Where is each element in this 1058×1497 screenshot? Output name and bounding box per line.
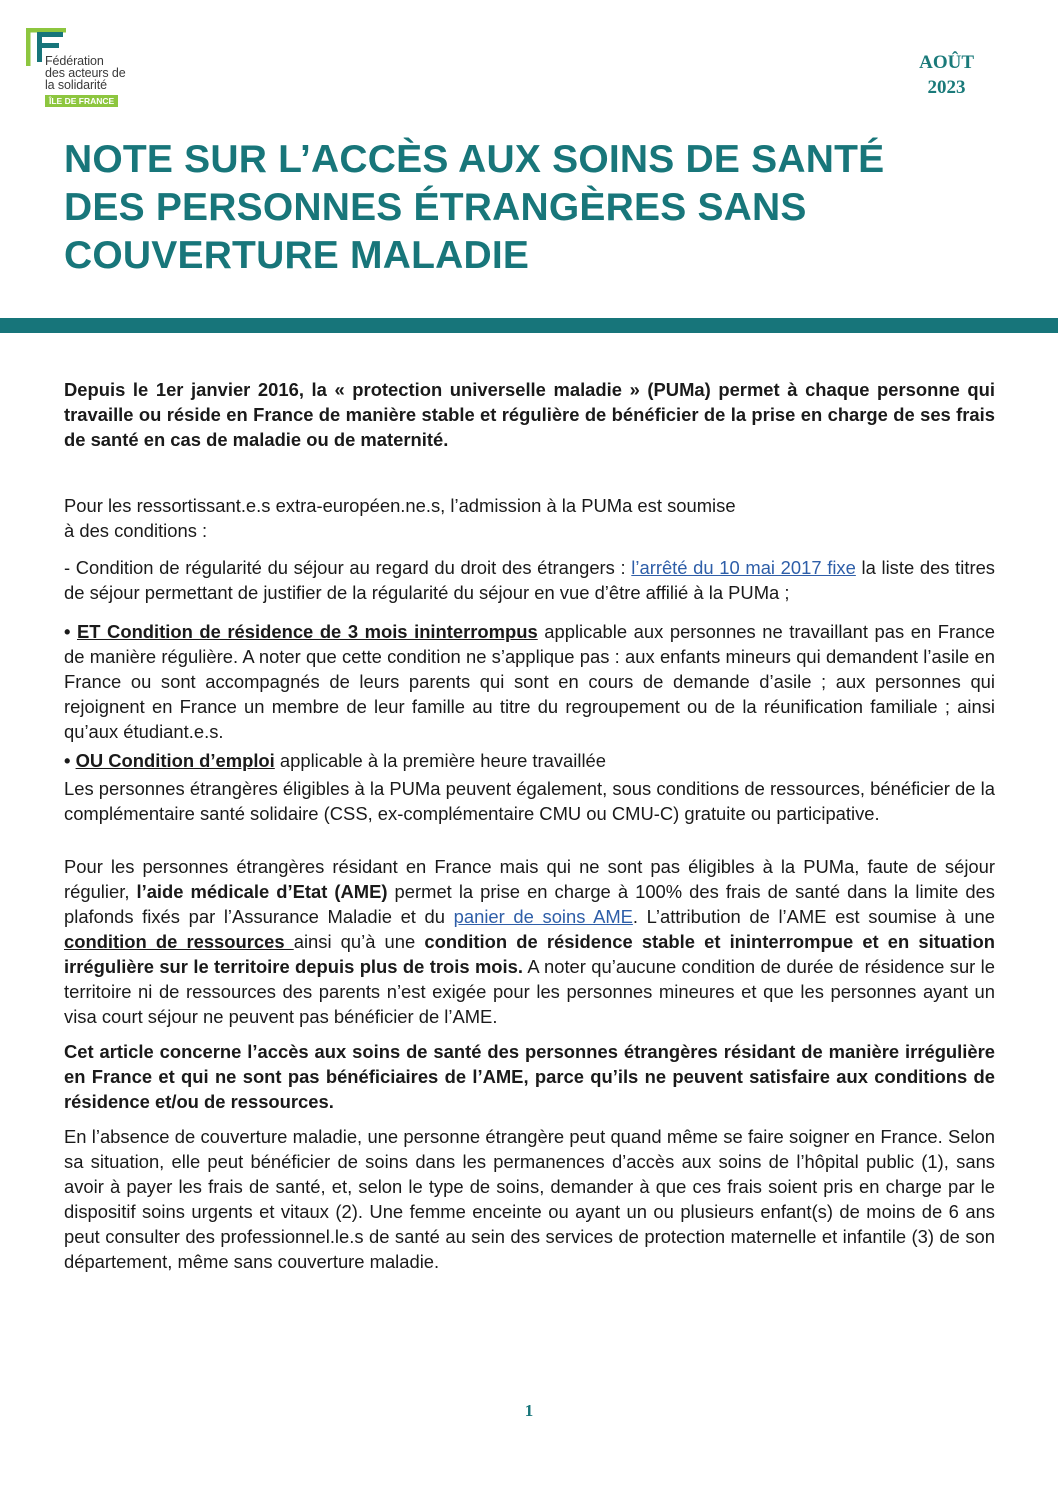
- emploi-bullet: •: [64, 750, 76, 771]
- title-line-3: COUVERTURE MALADIE: [64, 234, 530, 277]
- ame-term: l’aide médicale d’Etat (AME): [136, 881, 388, 902]
- page-title: [64, 136, 1004, 280]
- logo-region-badge: ÎLE DE FRANCE: [45, 95, 118, 107]
- ame-text-2: permet la prise en charge à 100% des frais de santé dans la limite des plafonds fixés par l’Assurance Maladie et du: [64, 881, 995, 927]
- conditions-line-1: Pour les ressortissant.e.s extra-européen.ne.s, l’admission à la PUMa est soumise: [64, 495, 736, 516]
- title-line-2: DES PERSONNES ÉTRANGÈRES SANS: [64, 186, 807, 229]
- logo-wordmark: [45, 55, 126, 91]
- absence-couverture-paragraph: [64, 1124, 995, 1274]
- federation-logo: [26, 28, 146, 108]
- article-scope-paragraph: [64, 1039, 995, 1114]
- document-body: [64, 377, 995, 1274]
- conditions-paragraph: [64, 493, 995, 543]
- title-line-1: NOTE SUR L’ACCÈS AUX SOINS DE SANTÉ: [64, 138, 885, 181]
- ame-text-3: . L’attribution de l’AME est soumise à une: [632, 906, 995, 927]
- logo-line-2: des acteurs de: [45, 66, 126, 80]
- ame-paragraph: [64, 854, 995, 1029]
- residence-text: applicable aux personnes ne travaillant pas en France de manière régulière. A noter que cette condition ne s’applique pas : aux enfants mineurs qui demandent l’asile en France ou sont accompagnés de leurs parents qui sont en cours de demande d’asile ; aux personnes qui rejoignent en France un membre de leur famille au titre du regroupement ou de la réunification familiale ; ainsi qu’aux étudiant.e.s.: [64, 621, 995, 742]
- ame-text-4: ainsi qu’à une: [293, 931, 425, 952]
- conditions-line-2: à des conditions :: [64, 520, 208, 541]
- arrete-2017-link[interactable]: l’arrêté du 10 mai 2017 fixe: [631, 557, 856, 578]
- regularite-paragraph: [64, 555, 995, 605]
- css-text: Les personnes étrangères éligibles à la PUMa peuvent également, sous conditions de ressources, bénéficier de la complémentaire santé solidaire (CSS, ex-complémentaire CMU ou CMU-C) gratuite ou participative.: [64, 778, 995, 824]
- panier-soins-ame-link[interactable]: panier de soins AME: [453, 906, 633, 927]
- css-paragraph: [64, 776, 995, 826]
- header-divider: [0, 318, 1058, 333]
- date-month: AOÛT: [919, 52, 974, 73]
- regularite-text-after: la liste des titres de séjour permettant de justifier de la régularité du séjour en vue d’être affilié à la PUMa ;: [64, 557, 995, 603]
- ame-text-5: A noter qu’aucune condition de durée de résidence sur le territoire ni de ressources des parents n’est exigée pour les personnes mineures et que les personnes ayant un visa court séjour ne peuvent pas bénéficier de l’AME.: [64, 956, 995, 1027]
- residence-bullet: •: [64, 621, 77, 642]
- ame-text-1: Pour les personnes étrangères résidant en France mais qui ne sont pas éligibles à la PUMa, faute de séjour régulier,: [64, 856, 995, 902]
- ame-condition-residence: condition de résidence stable et ininterrompue et en situation irrégulière sur le territoire depuis plus de trois mois.: [64, 931, 996, 977]
- date-year: 2023: [927, 77, 966, 98]
- page-number: 1: [524, 1401, 534, 1420]
- publication-date: [919, 50, 974, 100]
- article-scope-text: Cet article concerne l’accès aux soins de santé des personnes étrangères résidant de manière irrégulière en France et qui ne sont pas bénéficiaires de l’AME, parce qu’ils ne peuvent satisfaire aux conditions de résidence et/ou de ressources.: [64, 1041, 995, 1112]
- intro-text: Depuis le 1er janvier 2016, la « protection universelle maladie » (PUMa) permet à chaque personne qui travaille ou réside en France de manière stable et régulière de bénéficier de la prise en charge de ses frais de santé en cas de maladie ou de maternité.: [64, 379, 995, 450]
- residence-condition-heading: ET Condition de résidence de 3 mois ininterrompus: [77, 621, 538, 642]
- intro-paragraph: [64, 377, 995, 452]
- absence-couverture-text: En l’absence de couverture maladie, une personne étrangère peut quand même se faire soigner en France. Selon sa situation, elle peut bénéficier de soins dans les permanences d’accès aux soins de l’hôpital public (1), sans avoir à payer les frais de santé, et, selon le type de soins, demander à que ces frais soient pris en charge par le dispositif soins urgents et vitaux (2). Une femme enceinte ou ayant un ou plusieurs enfant(s) de moins de 6 ans peut consulter des professionnel.le.s de santé au sein des services de protection maternelle et infantile (3) de son département, même sans couverture maladie.: [64, 1126, 995, 1272]
- logo-line-3: la solidarité: [45, 78, 107, 92]
- logo-line-1: Fédération: [45, 54, 104, 68]
- emploi-text: applicable à la première heure travaillée: [274, 750, 607, 771]
- regularite-text-before: - Condition de régularité du séjour au regard du droit des étrangers :: [64, 557, 632, 578]
- ame-condition-ressources: condition de ressources: [64, 931, 294, 952]
- emploi-paragraph: [64, 748, 995, 773]
- residence-paragraph: [64, 619, 995, 744]
- emploi-condition-heading: OU Condition d’emploi: [75, 750, 275, 771]
